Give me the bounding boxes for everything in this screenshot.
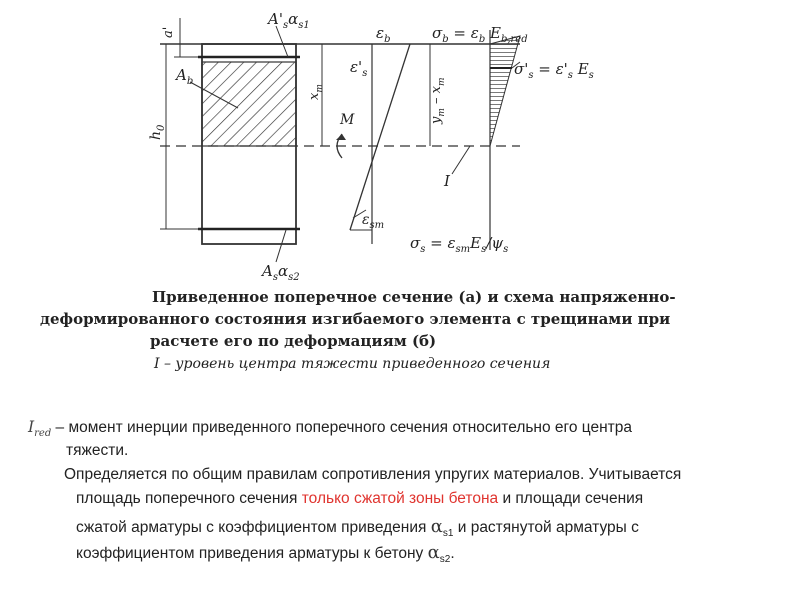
- desc-line-6-end: .: [450, 545, 455, 562]
- label-as-bottom: $A_s\alpha_{s2}$: [262, 262, 300, 283]
- desc-line-1-text: – момент инерции приведенного поперечного сечения относительно его центра: [51, 419, 633, 436]
- desc-line-4-b: и площади сечения: [498, 490, 644, 507]
- label-eps-b: $\varepsilon_b$: [376, 24, 391, 45]
- label-h0: $h_0$: [148, 124, 167, 140]
- as-bottom-leader: [276, 230, 286, 262]
- ired-symbol: I: [28, 418, 35, 436]
- alpha-symbol-1: α: [430, 516, 443, 537]
- caption-line-1: Приведенное поперечное сечение (а) и схема напряженно-: [152, 288, 676, 306]
- desc-line-5-b: и растянутой арматуры с: [453, 519, 639, 536]
- caption-line-4: I – уровень центра тяжести приведенного сечения: [154, 356, 551, 372]
- desc-line-4: [76, 490, 643, 508]
- desc-line-2-text: тяжести.: [66, 442, 129, 459]
- stress-block: [490, 36, 520, 146]
- label-sigma-b: $\sigma_b = \varepsilon_b$ $E_{b,red}$: [432, 24, 528, 45]
- desc-line-2: [66, 442, 128, 460]
- label-as-top: $A'_s\alpha_{s1}$: [268, 10, 310, 31]
- alpha-s2-sub: s2: [439, 554, 451, 565]
- label-sigma-s-prime: $\sigma'_s = \varepsilon'_s$ $E_s$: [514, 60, 594, 81]
- alpha-s1-sub: s1: [442, 528, 454, 539]
- label-level-one: I: [444, 172, 450, 190]
- desc-line-5: [76, 516, 639, 539]
- label-moment: M: [340, 112, 355, 128]
- highlight-compressed-zone: только сжатой зоны бетона: [301, 490, 499, 507]
- desc-line-6-a: коэффициентом приведения арматуры к бетону: [76, 545, 428, 562]
- compressed-zone-hatch: [202, 62, 296, 146]
- desc-line-3-text: Определяется по общим правилам сопротивления упругих материалов. Учитывается: [64, 466, 682, 483]
- desc-line-5-a: сжатой арматуры с коэффициентом приведения: [76, 519, 431, 536]
- label-eps-sm: $\varepsilon_{sm}$: [362, 212, 385, 231]
- desc-line-3: [64, 466, 681, 484]
- desc-line-1: [28, 418, 632, 439]
- label-eps-s-prime: $\varepsilon'_s$: [350, 58, 368, 79]
- label-ym-xm: $y_m - x_m$: [429, 77, 447, 124]
- label-sigma-s: $\sigma_s = \varepsilon_{sm}E_s/\psi_s$: [410, 234, 509, 255]
- label-ab: $A_b$: [176, 66, 194, 87]
- desc-line-6: [76, 542, 455, 565]
- label-xm: $x_m$: [307, 84, 325, 100]
- alpha-symbol-2: α: [427, 542, 440, 563]
- label-a-prime: a': [161, 26, 176, 38]
- ired-sub: red: [34, 428, 52, 439]
- caption-line-2: деформированного состояния изгибаемого элемента с трещинами при: [40, 310, 671, 328]
- caption-line-3: расчете его по деформациям (б): [150, 332, 437, 350]
- desc-line-4-a: площадь поперечного сечения: [76, 490, 302, 507]
- level-one-leader: [452, 146, 470, 174]
